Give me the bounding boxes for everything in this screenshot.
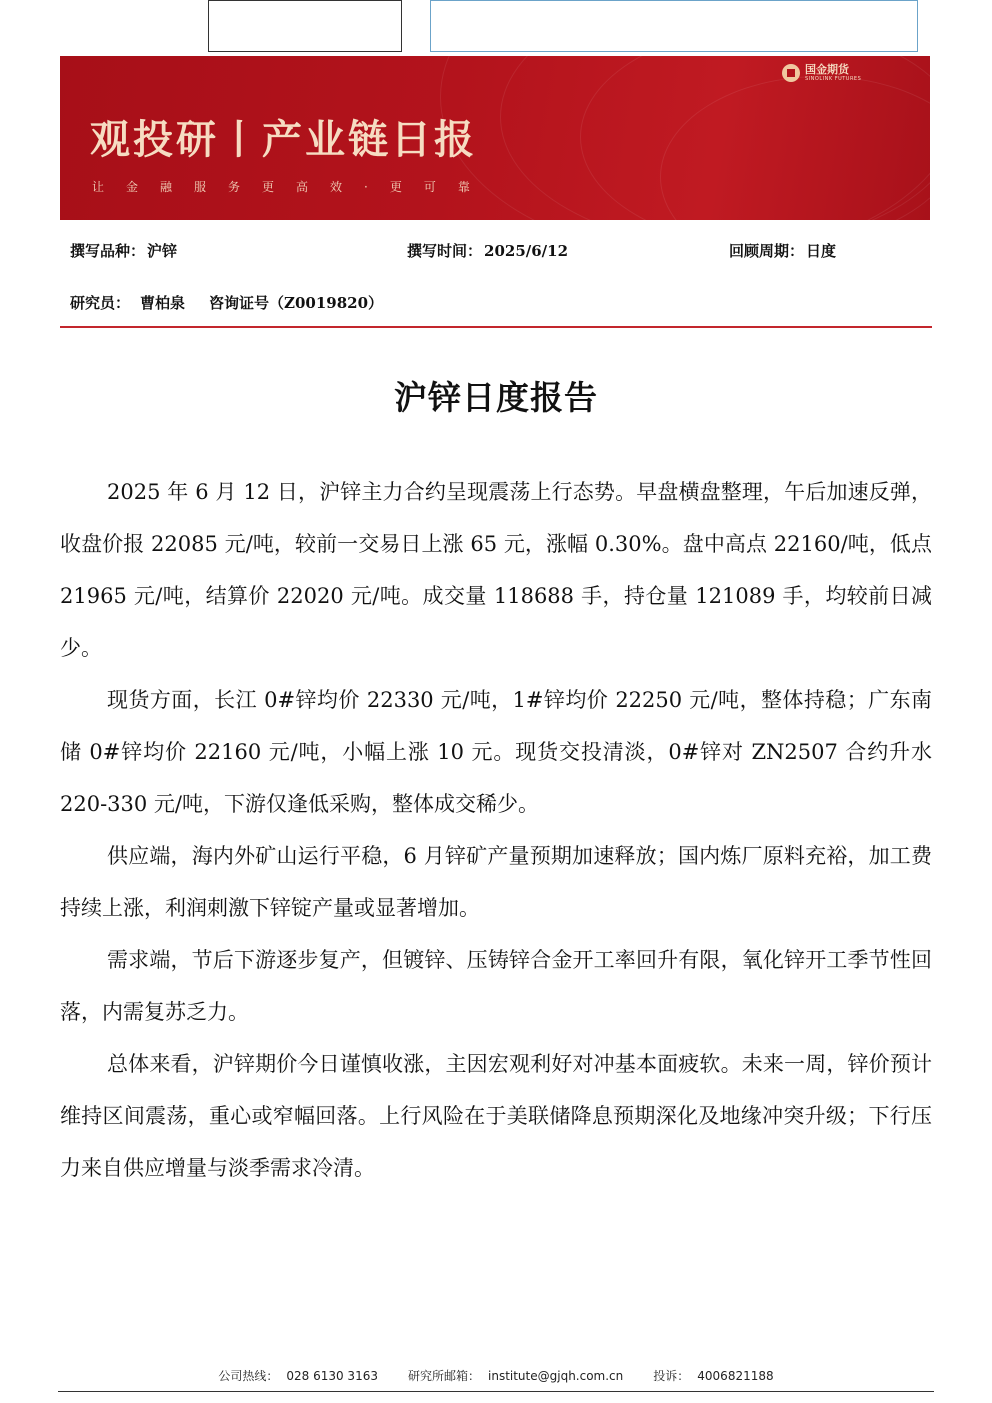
- logo-name-cn: 国金期货: [805, 63, 849, 76]
- meta-variety: [70, 240, 177, 261]
- meta-time-value: 2025/6/12: [484, 242, 569, 260]
- header-divider: [60, 326, 932, 328]
- header-field-box-left: [208, 0, 402, 52]
- meta-variety-label: 撰写品种：: [70, 242, 146, 260]
- paragraph-market: 2025 年 6 月 12 日，沪锌主力合约呈现震荡上行态势。早盘横盘整理，午后加速反弹，收盘价报 22085 元/吨，较前一交易日上涨 65 元，涨幅 0.30%。盘中高点 22160/吨，低点 21965 元/吨，结算价 22020 元/吨。成交量 118688 手，持仓量 121089 手，均较前日减少。: [60, 480, 932, 660]
- report-title: 沪锌日度报告: [394, 378, 598, 417]
- page-footer: [0, 1367, 992, 1384]
- meta-cycle-label: 回顾周期：: [729, 242, 805, 260]
- footer-hotline: 028 6130 3163: [286, 1369, 378, 1383]
- company-logo-icon: [782, 64, 800, 82]
- header-field-box-right: [430, 0, 918, 52]
- banner-slogan: 让金融服务更高效·更可靠: [92, 180, 492, 194]
- meta-time: [407, 240, 568, 261]
- footer-hotline-label: 公司热线：: [218, 1369, 279, 1383]
- footer-email-label: 研究所邮箱：: [407, 1369, 480, 1383]
- footer-divider: [58, 1391, 934, 1392]
- paragraph-outlook: 总体来看，沪锌期价今日谨慎收涨，主因宏观利好对冲基本面疲软。未来一周，锌价预计维持区间震荡，重心或窄幅回落。上行风险在于美联储降息预期深化及地缘冲突升级；下行压力来自供应增量与淡季需求冷清。: [60, 1052, 932, 1180]
- meta-time-label: 撰写时间：: [407, 242, 483, 260]
- meta-researcher-name: 曹柏泉: [140, 294, 186, 312]
- company-logo: [782, 64, 861, 82]
- report-banner: [60, 56, 930, 220]
- meta-cycle-value: 日度: [806, 242, 837, 260]
- meta-researcher: [70, 292, 383, 313]
- footer-email[interactable]: institute@gjqh.com.cn: [488, 1369, 624, 1383]
- meta-license: 咨询证号（Z0019820）: [209, 294, 384, 312]
- paragraph-supply: 供应端，海内外矿山运行平稳，6 月锌矿产量预期加速释放；国内炼厂原料充裕，加工费持续上涨，利润刺激下锌锭产量或显著增加。: [60, 844, 932, 920]
- logo-name-en: SINOLINK FUTURES: [805, 76, 862, 82]
- banner-title: 观投研丨产业链日报: [90, 117, 477, 163]
- footer-complaint-label: 投诉：: [653, 1369, 690, 1383]
- report-body: [60, 466, 932, 1194]
- meta-researcher-label: 研究员：: [70, 294, 131, 312]
- meta-cycle: [729, 240, 836, 261]
- meta-variety-value: 沪锌: [147, 242, 178, 260]
- paragraph-demand: 需求端，节后下游逐步复产，但镀锌、压铸锌合金开工率回升有限，氧化锌开工季节性回落，内需复苏乏力。: [60, 948, 932, 1024]
- paragraph-spot: 现货方面，长江 0#锌均价 22330 元/吨，1#锌均价 22250 元/吨，整体持稳；广东南储 0#锌均价 22160 元/吨，小幅上涨 10 元。现货交投清淡，0#锌对 ZN2507 合约升水 220-330 元/吨，下游仅逢低采购，整体成交稀少。: [60, 688, 932, 816]
- footer-complaint: 4006821188: [697, 1369, 774, 1383]
